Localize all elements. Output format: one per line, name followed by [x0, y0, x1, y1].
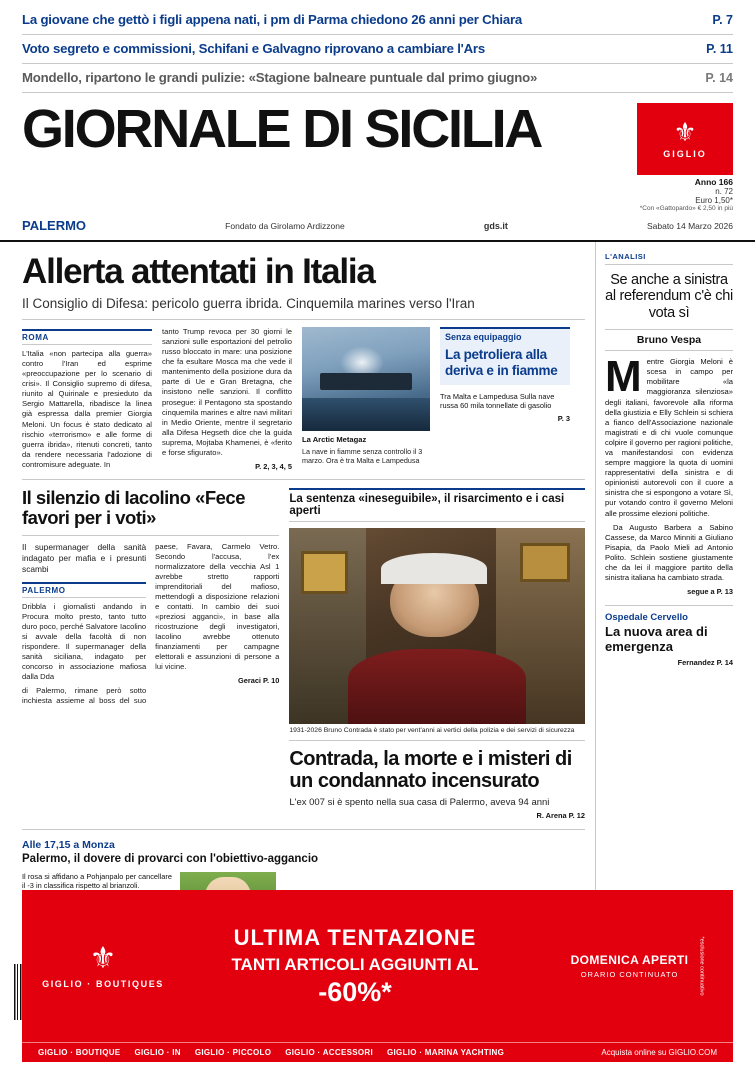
bottom-advertisement[interactable] [22, 890, 733, 1062]
lead-kicker: ROMA [22, 329, 152, 345]
contrada-overline: La sentenza «ineseguibile», il risarcimento e i casi aperti [289, 488, 585, 522]
lead-photo-block [302, 327, 430, 470]
analysis-continued-ref: segue a P. 13 [687, 587, 733, 597]
info-bar [0, 212, 755, 242]
lead-text-column-1 [22, 327, 152, 470]
contrada-article [289, 488, 585, 821]
teaser-row[interactable] [22, 10, 733, 35]
ad-brand-logo [38, 941, 168, 989]
box-summary: Tra Malta e Lampedusa Sulla nave russa 60 mila tonnellate di gasolio [440, 391, 555, 411]
ship-shape [320, 373, 412, 390]
contrada-subheadline: L'ex 007 si è spento nella sua casa di Palermo, aveva 94 anni [289, 797, 550, 809]
teaser-text: La giovane che gettò i figli appena nati, i pm di Parma chiedono 26 anni per Chiara [22, 12, 523, 27]
teaser-row[interactable] [22, 64, 733, 93]
iacolino-standfirst: Il supermanager della sanità indagato per mafia e i presunti scambi [22, 541, 147, 574]
ad-buy-online[interactable]: Acquista online su GIGLIO.COM [601, 1048, 717, 1057]
secondary-story-box[interactable] [440, 327, 570, 470]
iacolino-body [22, 536, 279, 706]
lead-body-1: L'Italia «non partecipa alla guerra» contro l'Iran ed esprime «preoccupazione per lo scenario di crisi». Il Consiglio supremo di difesa, riunito al Quirinale e presieduto da Sergio Mattarella, ribadisce la linea già espressa dalla premier Giorgia Meloni. Un focus è stato dedicato al rischio «terrorismo» e alle forme di guerra ibrida», ritenuti concreti, tanto da rendere necessaria l'adozione di contromisure adeguate. In [22, 349, 152, 469]
teaser-page-ref: P. 7 [712, 13, 733, 27]
lead-text-column-2 [162, 327, 292, 470]
ad-footer [22, 1042, 733, 1062]
lead-page-ref: P. 2, 3, 4, 5 [255, 461, 292, 471]
edition-date: Sabato 14 Marzo 2026 [646, 220, 733, 231]
second-band [22, 480, 585, 821]
edition-meta [0, 175, 755, 212]
hospital-kicker: Ospedale Cervello [605, 612, 688, 624]
edition-price: Euro 1,50* [695, 196, 733, 205]
ad-link-in[interactable]: GIGLIO · IN [134, 1048, 181, 1057]
sport-kicker: Alle 17,15 a Monza [22, 839, 115, 852]
masthead [0, 97, 755, 175]
teaser-page-ref: P. 11 [706, 42, 733, 56]
iacolino-page-ref: Geraci P. 10 [237, 675, 280, 685]
website-link[interactable]: gds.it [483, 220, 508, 231]
ad-main [22, 890, 733, 1042]
ad-discount: -60%* [318, 976, 392, 1007]
drop-cap: M [605, 352, 642, 402]
founder-note: Fondato da Girolamo Ardizzone [225, 220, 345, 231]
ad-footnote: *esclusione continuativo [698, 936, 705, 996]
lead-body-2: tanto Trump revoca per 30 giorni le sanzioni sulle esportazioni del petrolio russo bloccato in mare: una posizione che fa esultare Mosca ma che vede il mantenimento della posizione dura da parte di Ue e Gran Bretagna, che insistono nelle sanzioni. Il conflitto prosegue: il Pentagono sta spostando cinquemila marines e altre navi militari in Medio Oriente, mentre il segretario alla Difesa Hegseth dice che la guida suprema, Mojtaba Khamenei, è «ferito e forse sfigurato». [162, 327, 292, 457]
edition-number: n. 72 [715, 187, 733, 196]
lead-article-area [22, 320, 585, 470]
iacolino-body-1: Dribbla i giornalisti andando in Procura molto presto, tanto tutto duro poco, perché Salvatore Iacolino si avvale della facoltà di non rispondere. Il supermanager della sanità siciliana, indagato per concorso in associazione mafiosa dalla Dda [22, 601, 147, 681]
teaser-text: Voto segreto e commissioni, Schifani e Galvagno riprovano a cambiare l'Ars [22, 41, 485, 56]
ad-open-sunday: DOMENICA APERTI [570, 953, 689, 967]
teaser-page-ref: P. 14 [705, 71, 733, 85]
contrada-byline: R. Arena P. 12 [536, 811, 585, 821]
sport-headline: Palermo, il dovere di provarci con l'obiettivo-aggancio [22, 853, 319, 866]
giglio-sponsor-logo[interactable] [637, 103, 733, 175]
fleur-de-lis-icon: ⚜ [673, 117, 697, 147]
iacolino-headline[interactable]: Il silenzio di Iacolino «Fece favori per i voti» [22, 488, 279, 536]
giglio-wordmark: GIGLIO [663, 149, 707, 159]
picture-frame-left [301, 551, 348, 594]
analysis-body-2: Da Augusto Barbera a Sabino Cassese, da Marco Minniti a Giuliano Pisapia, da Paolo Mieli ad Antonio Polito. Schlein sostiene giustamente che da lei il maggiore partito della sinistra italiana ha cambiato strada. [605, 522, 733, 583]
right-column [595, 242, 733, 941]
ad-open-hours: ORARIO CONTINUATO [580, 970, 679, 979]
lead-subheadline: Il Consiglio di Difesa: pericolo guerra ibrida. Cinquemila marines verso l'Iran [22, 296, 585, 320]
contrada-photo-caption: 1931-2026 Bruno Contrada è stato per vent'anni ai vertici della polizia e dei servizi di sicurezza [289, 726, 575, 734]
main-content [0, 242, 755, 941]
iacolino-article [22, 488, 279, 821]
edition-price-note: *Con «Gattopardo» € 2,50 in più [639, 205, 733, 212]
contrada-photo [289, 528, 585, 724]
ad-line-1: ULTIMA TENTAZIONE [233, 924, 477, 950]
sport-body: Il rosa si affidano a Pohjanpalo per cancellare il -3 in classifica rispetto al brianzoli. [22, 871, 172, 891]
ad-link-marina-yachting[interactable]: GIGLIO · MARINA YACHTING [387, 1048, 505, 1057]
fleur-de-lis-icon: ⚜ [89, 941, 117, 975]
analysis-body-1: entre Giorgia Meloni è scesa in campo per mobilitare «la maggioranza silenziosa» degli italiani, favorevole alla riforma della giustizia e Elly Schlein si schiera a fianco dell'Associazione nazionale magistrati e di chi vuole comunque colpire il governo per ragioni politiche, va manifestandosi con evidenza sempre maggiore la quota di uomini rappresentativi della sinistra e di opinionisti autorevoli con il cuore a sinistra che si espongono a votare Sì, pur votando contro il governo Meloni alle prossime elezioni politiche. [605, 357, 733, 518]
ad-opening-info [542, 953, 717, 979]
picture-frame-right [520, 543, 570, 582]
hospital-headline: La nuova area di emergenza [605, 624, 708, 654]
box-page-ref: P. 3 [557, 414, 570, 424]
ad-link-boutique[interactable]: GIGLIO · BOUTIQUE [38, 1048, 121, 1057]
cervello-hospital-box[interactable] [605, 605, 733, 667]
iacolino-kicker: PALERMO [22, 582, 146, 598]
photo-caption-title: La Arctic Metagaz [302, 435, 367, 445]
edition-year: Anno 166 [694, 177, 733, 187]
contrada-headline[interactable]: Contrada, la morte e i misteri di un condannato incensurato [289, 740, 585, 797]
analysis-kicker: L'ANALISI [605, 252, 733, 265]
hospital-byline: Fernandez P. 14 [677, 658, 733, 668]
iacolino-body-2: di Palermo, rimane però sotto inchiesta assieme al boss del suo paese, Favara, Carmelo Vetro. Secondo l'accusa, l'ex normalizzatore della vecchia Asl 1 avrebbe stretto rapporti imprenditoriali del mafioso, mettendogli a disposizione relazioni e contatti. In cambio dei suoi «preziosi agganci», in base alla ricostruzione degli investigatori, Iacolino avrebbe ottenuto finanziamenti per campagne elettorali e assunzioni di persone a lui vicine. [22, 541, 280, 705]
left-column [22, 242, 595, 941]
tanker-fire-photo [302, 327, 430, 431]
ad-link-piccolo[interactable]: GIGLIO · PICCOLO [194, 1048, 272, 1057]
analysis-body-block [605, 351, 733, 596]
ad-link-accessori[interactable]: GIGLIO · ACCESSORI [285, 1048, 373, 1057]
box-kicker: Senza equipaggio [440, 327, 570, 345]
ad-brand-word: GIGLIO · BOUTIQUES [42, 978, 164, 989]
portrait-hair-shape [381, 553, 487, 584]
ad-copy [168, 925, 542, 1008]
ad-store-links[interactable] [38, 1048, 504, 1057]
teaser-text: Mondello, ripartono le grandi pulizie: «Stagione balneare puntuale dal primo giugno» [22, 70, 538, 85]
teaser-strip [0, 0, 755, 97]
sea-shape [302, 398, 430, 431]
box-title: La petroliera alla deriva e in fiamme [440, 345, 570, 384]
ad-line-2: TANTI ARTICOLI AGGIUNTI AL [231, 954, 479, 974]
lead-headline[interactable]: Allerta attentati in Italia [22, 252, 375, 291]
newspaper-logo: GIORNALE DI SICILIA [22, 99, 542, 159]
edition-city: PALERMO [22, 218, 87, 233]
teaser-row[interactable] [22, 35, 733, 64]
photo-caption-text: La nave in fiamme senza controllo il 3 marzo. Ora è tra Malta e Lampedusa [302, 446, 423, 466]
analysis-author: Bruno Vespa [605, 329, 733, 351]
analysis-title[interactable]: Se anche a sinistra al referendum c'è chi vota sì [605, 272, 733, 321]
portrait-body-shape [348, 649, 525, 723]
